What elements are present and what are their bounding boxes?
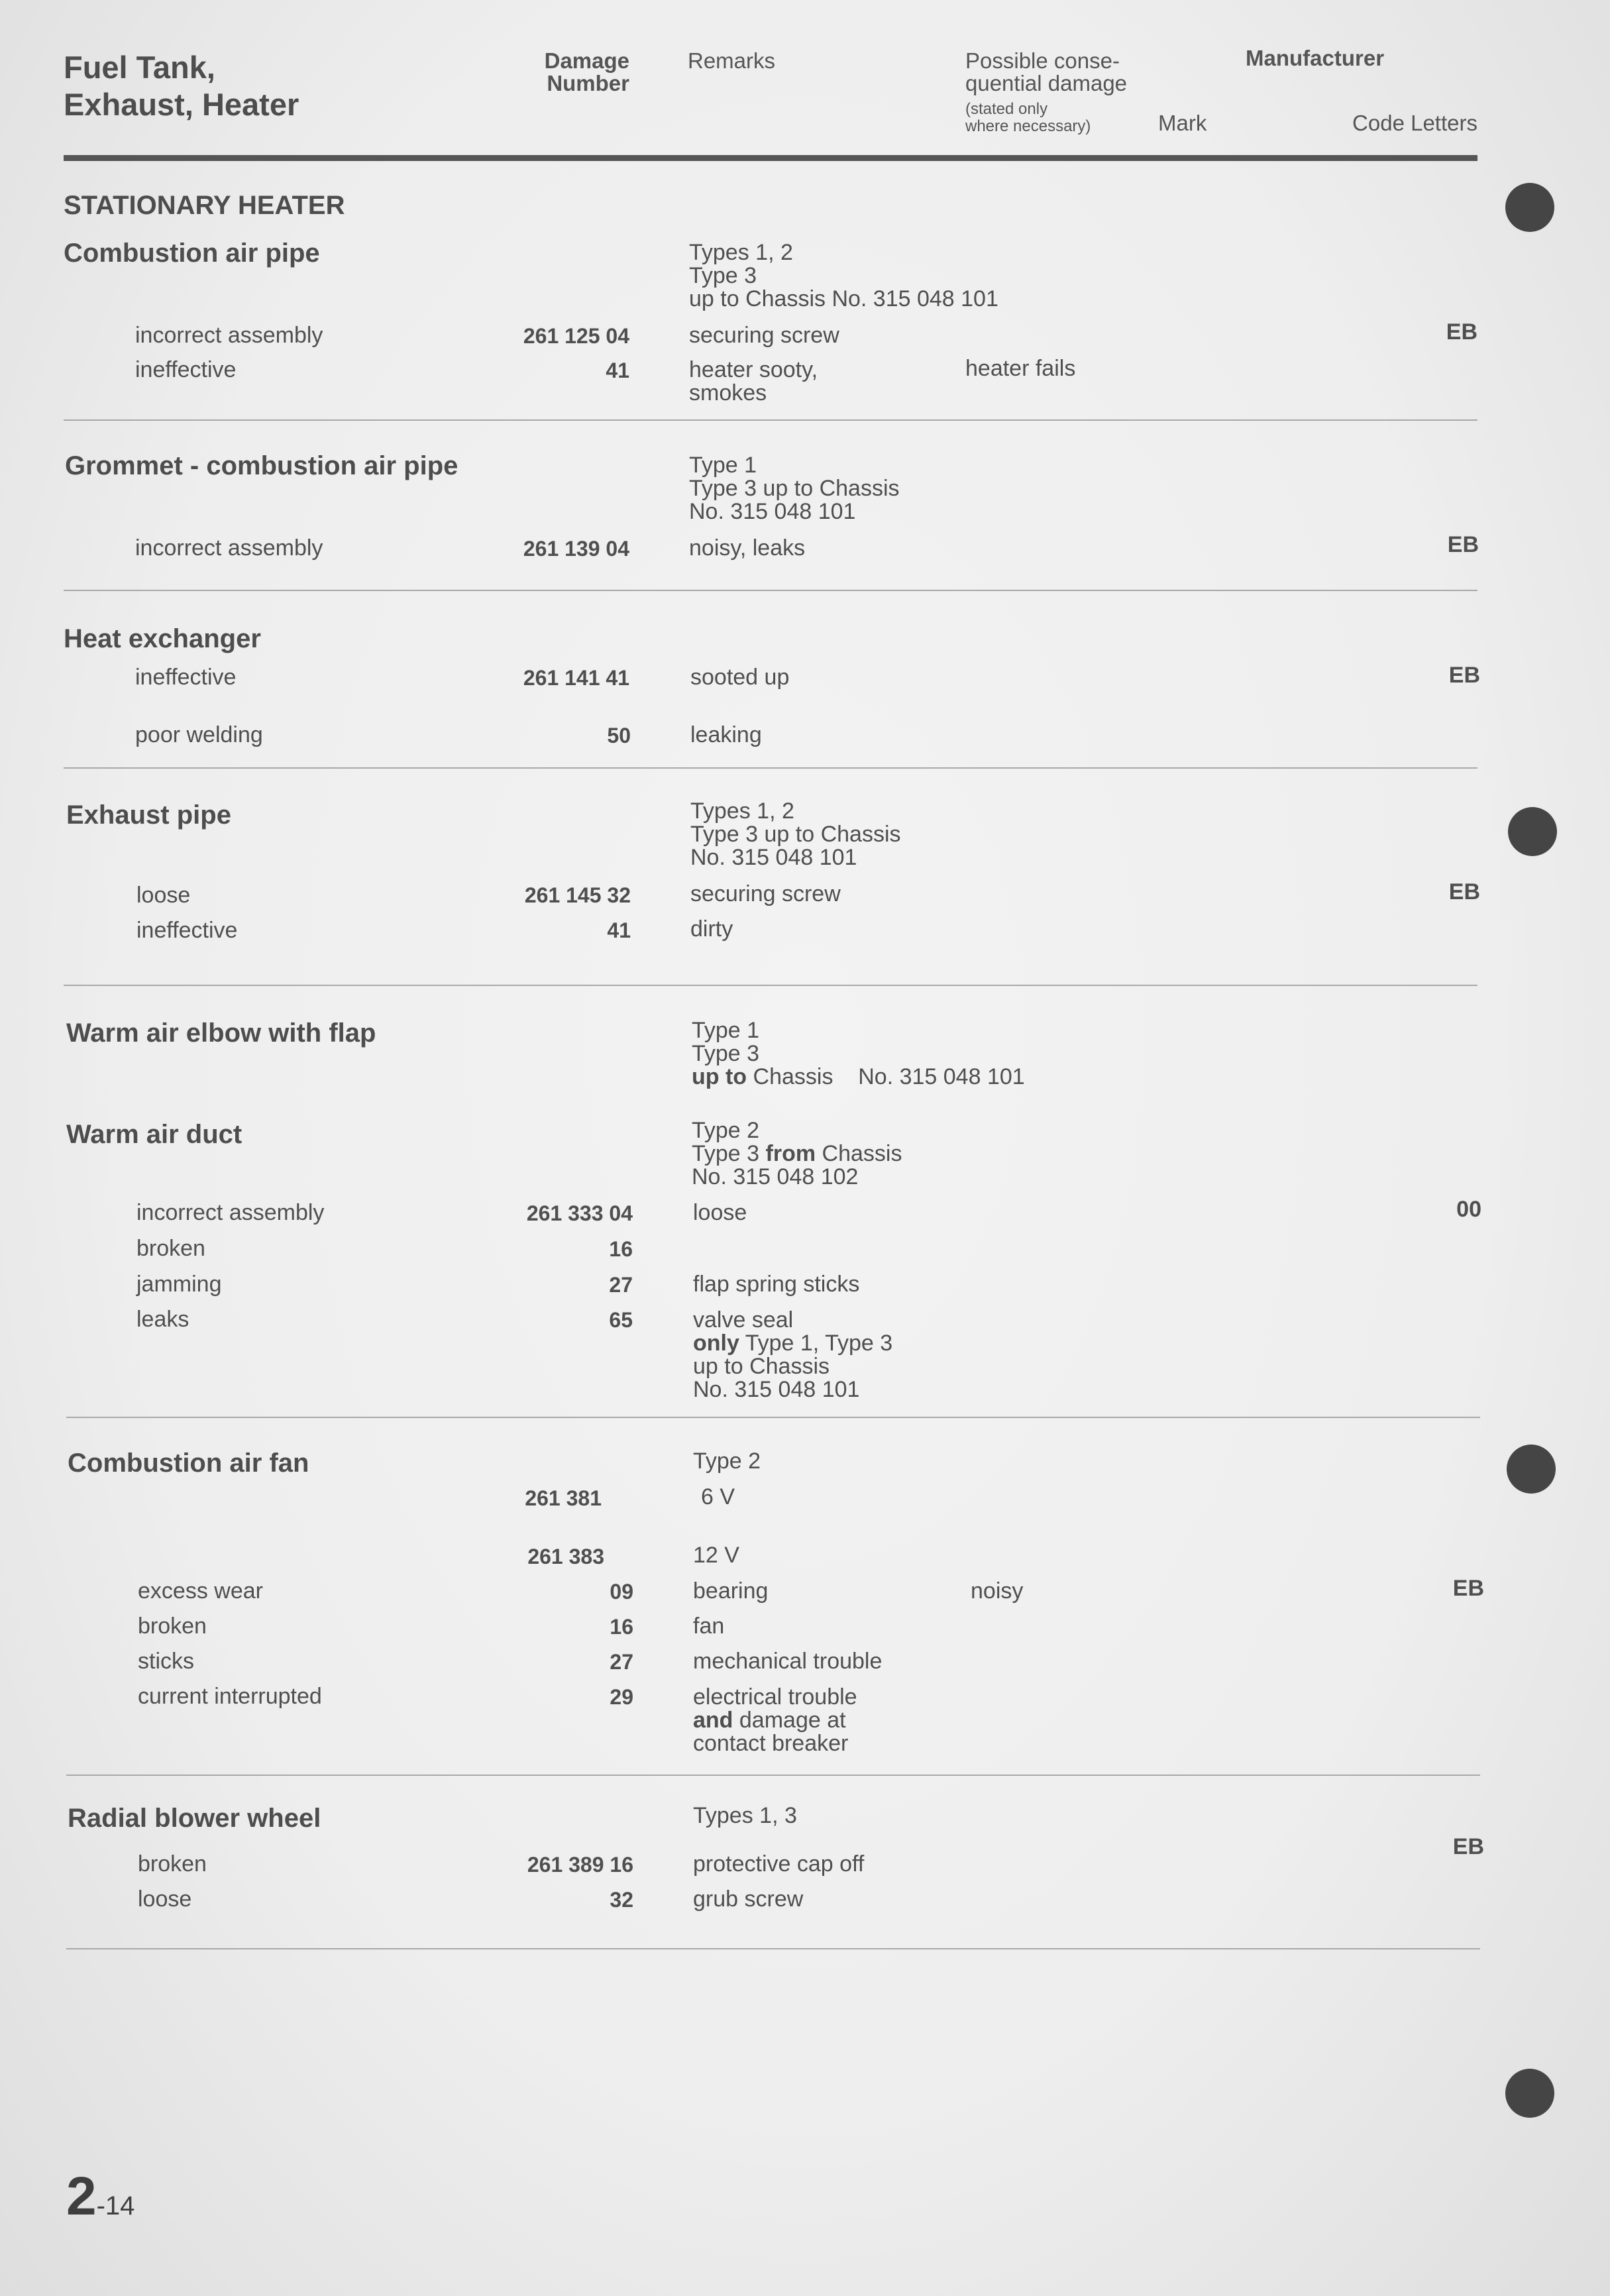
type-note: No. 315 048 102 bbox=[692, 1164, 859, 1189]
column-header-manufacturer: Manufacturer bbox=[1246, 46, 1385, 70]
section-title: STATIONARY HEATER bbox=[64, 191, 345, 220]
remark: mechanical trouble bbox=[693, 1649, 883, 1674]
consequential-damage: noisy bbox=[971, 1578, 1024, 1604]
page-number bbox=[66, 2165, 134, 2228]
column-header-possible-1: Possible conse- bbox=[965, 48, 1120, 73]
code-letters: EB bbox=[1448, 879, 1480, 904]
remark: securing screw bbox=[690, 881, 841, 906]
damage-label: incorrect assembly bbox=[136, 1200, 325, 1225]
damage-number: 65 bbox=[609, 1308, 633, 1332]
part-number: 261 383 bbox=[527, 1545, 604, 1568]
remark: bearing bbox=[693, 1578, 769, 1604]
damage-label: leaks bbox=[136, 1307, 189, 1332]
bold-qualifier: up to bbox=[692, 1064, 747, 1089]
remark: contact breaker bbox=[693, 1731, 849, 1756]
damage-number: 09 bbox=[610, 1580, 633, 1604]
bold-qualifier: and bbox=[693, 1708, 733, 1733]
item-heading: Warm air duct bbox=[66, 1120, 242, 1149]
damage-label: incorrect assembly bbox=[135, 535, 323, 561]
damage-number: 27 bbox=[609, 1273, 633, 1297]
column-header-number: Number bbox=[547, 71, 629, 95]
bold-qualifier: only bbox=[693, 1331, 739, 1356]
column-header-damage: Damage bbox=[544, 48, 629, 73]
column-header-remarks: Remarks bbox=[688, 48, 776, 73]
type-note: Types 1, 2 bbox=[690, 798, 794, 824]
row-divider bbox=[64, 767, 1477, 769]
row-divider bbox=[66, 1948, 1480, 1949]
damage-number: 261 145 32 bbox=[524, 883, 631, 907]
damage-number: 29 bbox=[610, 1685, 633, 1709]
damage-label: ineffective bbox=[135, 357, 237, 382]
remark: grub screw bbox=[693, 1886, 804, 1912]
type-note: Type 1 bbox=[692, 1018, 760, 1043]
type-note: Types 1, 2 bbox=[689, 240, 793, 265]
chassis-label: Chassis bbox=[816, 1141, 902, 1166]
remark-text: Type 1, Type 3 bbox=[739, 1331, 893, 1356]
title-line-1: Fuel Tank, bbox=[64, 50, 215, 85]
remark: dirty bbox=[690, 916, 733, 942]
type-note: Type 3 bbox=[692, 1041, 760, 1066]
damage-number: 50 bbox=[607, 724, 631, 747]
part-number: 261 381 bbox=[525, 1486, 602, 1510]
column-header-code-letters: Code Letters bbox=[1352, 111, 1477, 135]
consequential-damage: heater fails bbox=[965, 356, 1076, 381]
remark: flap spring sticks bbox=[693, 1272, 860, 1297]
damage-number: 41 bbox=[607, 918, 631, 942]
chassis-range: Chassis No. 315 048 101 bbox=[747, 1064, 1025, 1089]
remark: No. 315 048 101 bbox=[693, 1377, 860, 1402]
damage-number: 41 bbox=[606, 358, 629, 382]
column-header-possible-note-2: where necessary) bbox=[965, 117, 1091, 135]
row-divider bbox=[64, 590, 1477, 591]
item-heading: Warm air elbow with flap bbox=[66, 1018, 376, 1048]
item-heading: Radial blower wheel bbox=[68, 1804, 321, 1833]
damage-label: broken bbox=[138, 1613, 207, 1639]
type-prefix: Type 3 bbox=[692, 1141, 766, 1166]
remark: up to Chassis bbox=[693, 1354, 830, 1379]
remark: sooted up bbox=[690, 665, 790, 690]
page-number-page: -14 bbox=[96, 2191, 135, 2220]
remark: heater sooty, bbox=[689, 357, 818, 382]
damage-number: 27 bbox=[610, 1650, 633, 1674]
damage-number: 16 bbox=[609, 1237, 633, 1261]
damage-label: jamming bbox=[136, 1272, 222, 1297]
remark: fan bbox=[693, 1613, 725, 1639]
remark: electrical trouble bbox=[693, 1684, 857, 1710]
type-note bbox=[692, 1065, 1025, 1089]
remark: noisy, leaks bbox=[689, 535, 806, 561]
damage-label: sticks bbox=[138, 1649, 194, 1674]
row-divider bbox=[64, 985, 1477, 986]
remark: protective cap off bbox=[693, 1851, 865, 1877]
row-divider bbox=[66, 1417, 1480, 1418]
damage-label: poor welding bbox=[135, 722, 263, 747]
damage-label: current interrupted bbox=[138, 1684, 322, 1709]
remark: leaking bbox=[690, 722, 762, 747]
type-note: Type 3 up to Chassis bbox=[690, 822, 901, 847]
damage-label: excess wear bbox=[138, 1578, 263, 1604]
code-letters: EB bbox=[1452, 1834, 1484, 1859]
type-note: Types 1, 3 bbox=[693, 1803, 797, 1828]
remark-text: damage at bbox=[733, 1708, 846, 1733]
damage-number: 261 139 04 bbox=[523, 537, 629, 561]
page-number-chapter: 2 bbox=[66, 2166, 97, 2226]
header-rule bbox=[64, 155, 1477, 161]
type-note: Type 3 bbox=[689, 263, 757, 288]
punch-hole bbox=[1508, 807, 1557, 856]
item-heading: Grommet - combustion air pipe bbox=[65, 451, 458, 480]
item-heading: Combustion air fan bbox=[68, 1449, 309, 1478]
punch-hole bbox=[1505, 2069, 1554, 2118]
damage-label: broken bbox=[136, 1236, 205, 1261]
column-header-possible-note-1: (stated only bbox=[965, 100, 1048, 118]
bold-qualifier: from bbox=[765, 1141, 816, 1166]
punch-hole bbox=[1507, 1445, 1556, 1494]
remark: loose bbox=[693, 1200, 747, 1225]
damage-label: ineffective bbox=[136, 918, 238, 943]
remark: securing screw bbox=[689, 323, 839, 348]
type-note: No. 315 048 101 bbox=[690, 845, 857, 870]
damage-label: loose bbox=[138, 1886, 192, 1912]
type-note: up to Chassis No. 315 048 101 bbox=[689, 286, 998, 311]
damage-label: loose bbox=[136, 883, 191, 908]
type-note: Type 2 bbox=[693, 1449, 761, 1474]
type-note: Type 3 up to Chassis bbox=[689, 476, 900, 501]
code-letters: EB bbox=[1446, 319, 1477, 345]
remark: smokes bbox=[689, 380, 767, 406]
damage-label: broken bbox=[138, 1851, 207, 1877]
punch-hole bbox=[1505, 183, 1554, 232]
column-header-possible-2: quential damage bbox=[965, 71, 1128, 95]
item-heading: Heat exchanger bbox=[64, 624, 261, 653]
item-heading: Combustion air pipe bbox=[64, 239, 320, 268]
type-note: Type 1 bbox=[689, 453, 757, 478]
code-letters: EB bbox=[1452, 1576, 1484, 1601]
type-note: No. 315 048 101 bbox=[689, 499, 856, 524]
remark: valve seal bbox=[693, 1307, 794, 1333]
voltage: 6 V bbox=[701, 1484, 735, 1509]
column-header-mark: Mark bbox=[1158, 111, 1207, 135]
voltage: 12 V bbox=[693, 1543, 739, 1568]
row-divider bbox=[66, 1775, 1480, 1776]
damage-number: 261 125 04 bbox=[523, 324, 629, 348]
damage-number: 32 bbox=[610, 1888, 633, 1912]
type-note bbox=[692, 1142, 902, 1166]
item-heading: Exhaust pipe bbox=[66, 800, 231, 830]
damage-number: 261 141 41 bbox=[523, 666, 629, 690]
damage-label: incorrect assembly bbox=[135, 323, 323, 348]
row-divider bbox=[64, 419, 1477, 421]
damage-number: 261 389 16 bbox=[527, 1853, 633, 1877]
code-letters: 00 bbox=[1456, 1197, 1481, 1222]
remark bbox=[693, 1708, 846, 1732]
remark bbox=[693, 1331, 892, 1355]
title-line-2: Exhaust, Heater bbox=[64, 87, 299, 122]
damage-number: 16 bbox=[610, 1615, 633, 1639]
code-letters: EB bbox=[1448, 663, 1480, 688]
type-note: Type 2 bbox=[692, 1118, 760, 1143]
damage-label: ineffective bbox=[135, 665, 237, 690]
code-letters: EB bbox=[1447, 532, 1479, 557]
damage-number: 261 333 04 bbox=[526, 1201, 633, 1225]
